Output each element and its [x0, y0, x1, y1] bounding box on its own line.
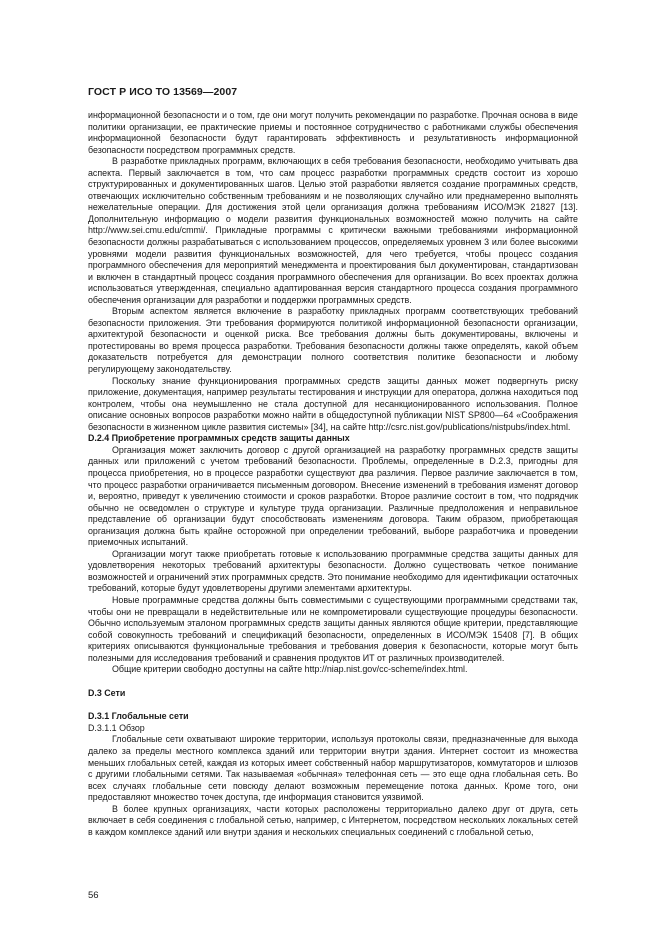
section-heading-d24: D.2.4 Приобретение программных средств защиты данных [88, 433, 350, 444]
document-body [88, 110, 578, 838]
paragraph: Общие критерии свободно доступны на сайте http://niap.nist.gov/cc-scheme/index.html. [112, 664, 468, 675]
paragraph: Новые программные средства должны быть совместимыми с существующими программными средствами так, чтобы они не превращали в недействительные или не компрометировали существующие процедуры безопасности. Обычно используемым эталоном программных средств защиты данных являются общие критерии, представляющие собой совокупность требований и спецификаций безопасности, определенных в ИСО/МЭК 15408 [7]. В общих критериях описываются функциональные требования и требования доверия к безопасности, которые могут быть полезными для исследования требований и сравнения продуктов ИТ от различных производителей. [88, 594, 578, 663]
spacer [88, 699, 578, 711]
paragraph: Организация может заключить договор с другой организацией на разработку программных средств защиты данных или приложений с учетом требований безопасности. Проблемы, определенные в D.2.3, пригодны для процесса приобретения, но в процессе разработки существуют два различия. Первое различие заключается в том, что процесс разработки ограничивается письменным договором. Внесение изменений в требования изменят договор и, вероятно, приведут к увеличению стоимости и сроков разработки. Второе различие состоит в том, что подрядчик обычно не осведомлен о структуре и культуре труда организации. Различные предположения и неправильное представление об организации будут способствовать изменениям договора. Таким образом, приобретающая организация должна быть крайне осторожной при определении требований, выборе разработчика и проведении приемочных испытаний. [88, 444, 578, 548]
paragraph: Поскольку знание функционирования программных средств защиты данных может подвергнуть риску приложение, документация, например результаты тестирования и инструкции для оператора, должна находиться под контролем, чтобы она неумышленно не стала доступной для несанкционированного использования. Полное описание основных вопросов разработки можно найти в общедоступной публикации NIST SP800—64 «Соображения безопасности в жизненном цикле развития системы» [34], на сайте http://csrc.nist.gov/publications/nistpubs/index.html. [88, 375, 578, 432]
spacer [88, 676, 578, 688]
paragraph: В разработке прикладных программ, включающих в себя требования безопасности, необходимо учитывать два аспекта. Первый заключается в том, что сам процесс разработки программных средств состоит из хорошо структурированных и документированных шагов. Целью этой разработки является создание программных средств, отвечающих исключительно собственным требованиям и не позволяющих случайно или преднамеренно выполнять нежелательные операции. Для достижения этой цели организация должна требованиям ИСО/МЭК 21827 [13]. Дополнительную информацию о модели развития функциональных возможностей можно получить на сайте http://www.sei.cmu.edu/cmmi/. Прикладные программы с критически важными требованиями информационной безопасности должны разрабатываться с использованием процессов, определяемых уровнем 3 или более высокими уровнями модели развития функциональных возможностей, для чего требуется, чтобы процесс создания программного обеспечения для мероприятий менеджмента и проектирования был документирован, стандартизован и включен в стандартный процесс создания программного обеспечения для организации. Во всех проектах должна использоваться утвержденная, специально адаптированная версия стандартного процесса создания программного обеспечения организации для разработки и поддержки программных средств. [88, 156, 578, 305]
paragraph: информационной безопасности и о том, где они могут получить рекомендации по разработке. Прочная основа в виде политики организации, ее практические приемы и постоянное сотрудничество с работниками службы обеспечения информационной безопасности будут гарантировать эффективность и результативность информационной безопасности посредством программных средств. [88, 110, 578, 155]
paragraph: Вторым аспектом является включение в разработку прикладных программ соответствующих требований безопасности приложения. Эти требования формируются политикой информационной безопасности организации, архитектурой безопасности и оценкой риска. Все требования должны быть документированы, включены и протестированы во время процесса разработки. Требования безопасности должны также определять, какой объем доказательств потребуется для демонстрации полного соответствия политике безопасности и любому регулирующему законодательству. [88, 306, 578, 375]
paragraph: Организации могут также приобретать готовые к использованию программные средства защиты данных для удовлетворения некоторых требований архитектуры безопасности. Должно существовать четкое понимание возможностей и ограничений этих программных средств. Это понимание необходимо для идентификации остаточных требований, которые будут удовлетворены другими элементами архитектуры. [88, 548, 578, 594]
document-header: ГОСТ Р ИСО ТО 13569—2007 [88, 86, 238, 98]
section-heading-d3: D.3 Сети [88, 687, 126, 698]
paragraph: Глобальные сети охватывают широкие территории, используя протоколы связи, предназначенные для выхода далеко за пределы местного комплекса зданий или территории внутри здания. Интернет состоит из множества меньших глобальных сетей, каждая из которых имеет собственный набор маршрутизаторов, коммутаторов и шлюзов с другими глобальными сетями. Так называемая «обычная» телефонная сеть — это еще одна глобальная сеть. Во всех случаях глобальные сети повсюду делают возможным перемещение потока данных. Кроме того, они предоставляют множество точек доступа, где информация становится уязвимой. [88, 734, 578, 803]
subsubsection-heading-d311: D.3.1.1 Обзор [88, 722, 145, 733]
subsection-heading-d31: D.3.1 Глобальные сети [88, 711, 189, 722]
paragraph: В более крупных организациях, части которых расположены территориально далеко друг от друга, сеть включает в себя соединения с глобальной сетью, например, с Интернетом, посредством нескольких локальных сетей в каждом комплексе зданий или внутри здания и нескольких специальных соединений с глобальной сетью, [88, 803, 578, 837]
page-number: 56 [88, 890, 99, 901]
